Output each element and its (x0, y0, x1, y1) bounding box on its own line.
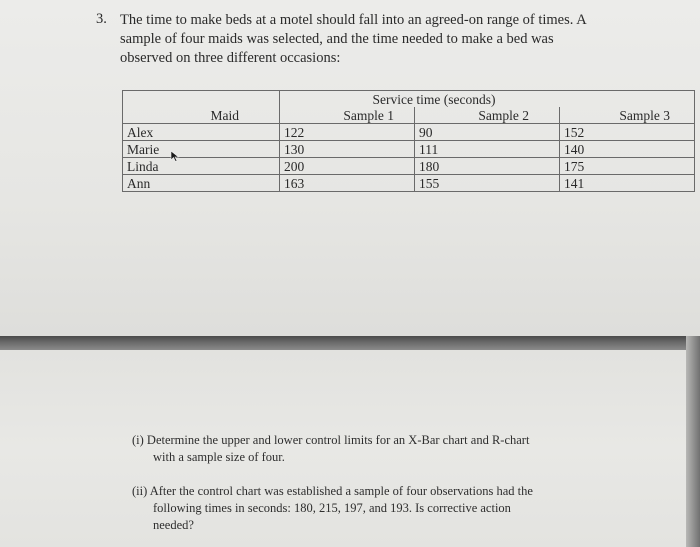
column-header-sample3: Sample 3 (560, 107, 695, 124)
table-header-row (123, 107, 695, 124)
table-row (123, 124, 695, 141)
cell-sample1: 200 (280, 158, 415, 175)
header-spacer (123, 91, 280, 108)
cell-sample3: 175 (560, 158, 695, 175)
part-i-line: with a sample size of four. (153, 450, 285, 464)
service-time-table (122, 90, 695, 192)
part-i (132, 432, 529, 466)
table-header-row (123, 91, 695, 108)
table-row (123, 141, 695, 158)
part-ii-line: needed? (153, 518, 194, 532)
page-divider (0, 336, 700, 350)
mouse-pointer-icon (170, 150, 180, 162)
table-row (123, 158, 695, 175)
cell-sample1: 163 (280, 175, 415, 192)
cell-maid: Marie (123, 141, 280, 158)
part-ii (132, 483, 533, 534)
part-ii-line: (ii) After the control chart was established a sample of four observations had the (132, 484, 533, 498)
column-header-sample1: Sample 1 (280, 107, 415, 124)
cell-maid: Ann (123, 175, 280, 192)
page-edge-shadow (686, 336, 700, 547)
question-line: observed on three different occasions: (120, 50, 341, 66)
cell-sample2: 155 (415, 175, 560, 192)
table-row (123, 175, 695, 192)
cell-sample3: 141 (560, 175, 695, 192)
part-i-line: (i) Determine the upper and lower control limits for an X-Bar chart and R-chart (132, 433, 530, 447)
column-header-sample2: Sample 2 (415, 107, 560, 124)
cell-sample2: 180 (415, 158, 560, 175)
cell-sample3: 140 (560, 141, 695, 158)
column-header-maid: Maid (123, 107, 280, 124)
question-line: sample of four maids was selected, and the time needed to make a bed was (120, 31, 554, 47)
cell-maid: Linda (123, 158, 280, 175)
cell-sample2: 111 (415, 141, 560, 158)
cell-maid: Alex (123, 124, 280, 141)
part-ii-line: following times in seconds: 180, 215, 197, and 193. Is corrective action (153, 501, 511, 515)
cell-sample2: 90 (415, 124, 560, 141)
cell-sample1: 130 (280, 141, 415, 158)
question-text (120, 11, 600, 68)
cell-sample3: 152 (560, 124, 695, 141)
group-header: Service time (seconds) (280, 91, 695, 108)
question-line: The time to make beds at a motel should fall into an agreed-on range of times. A (120, 12, 587, 28)
cell-sample1: 122 (280, 124, 415, 141)
question-number: 3. (96, 11, 107, 27)
